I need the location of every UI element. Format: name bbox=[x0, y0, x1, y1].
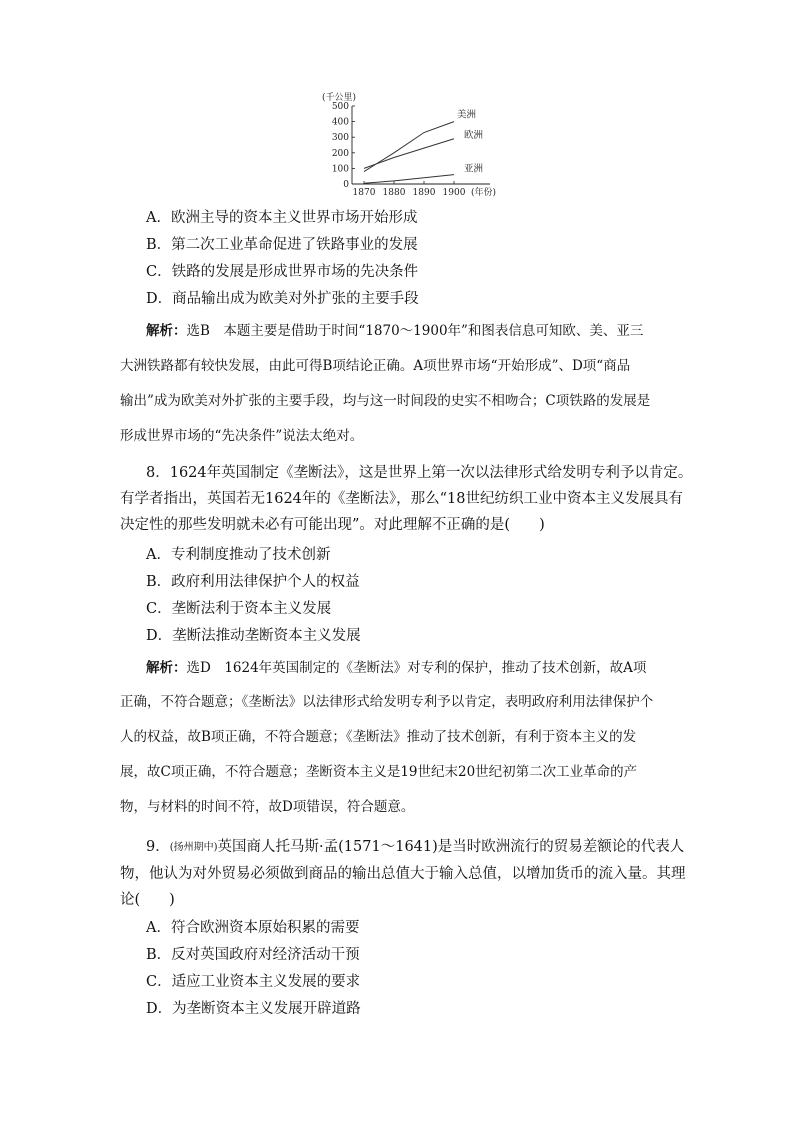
series-label-3: 亚洲 bbox=[464, 163, 484, 175]
series-lines bbox=[364, 122, 454, 184]
q8-option-d: D．垄断法推动垄断资本主义发展 bbox=[146, 628, 361, 644]
q7-explanation-line-3: 输出”成为欧美对外扩张的主要手段，均与这一时间段的史实不相吻合；C项铁路的发展是 bbox=[120, 393, 651, 409]
q9-option-a: A．符合欧洲资本原始积累的需要 bbox=[146, 920, 360, 936]
q7-option-c: C．铁路的发展是形成世界市场的先决条件 bbox=[146, 264, 419, 280]
q8-explanation-text: 选D 1624年英国制定的《垄断法》对专利的保护，推动了技术创新，故A项 bbox=[186, 660, 647, 676]
y-tick-label: 300 bbox=[331, 133, 349, 144]
y-tick-label: 200 bbox=[331, 148, 349, 159]
q9-stem-line-1 bbox=[146, 837, 684, 858]
q8-option-c: C．垄断法利于资本主义发展 bbox=[146, 601, 332, 617]
q9-option-c: C．适应工业资本主义发展的要求 bbox=[146, 974, 361, 990]
series-label-2: 欧洲 bbox=[464, 129, 484, 141]
q7-explanation-line-1 bbox=[146, 321, 643, 341]
q7-option-d: D．商品输出成为欧美对外扩张的主要手段 bbox=[146, 291, 419, 307]
chart-svg bbox=[318, 90, 508, 202]
q9-stem-line-3: 论( ) bbox=[120, 892, 175, 908]
q8-stem-line-1: 8．1624年英国制定《垄断法》，这是世界上第一次以法律形式给发明专利予以肯定。 bbox=[146, 465, 693, 481]
series-label-1: 美洲 bbox=[457, 109, 477, 121]
x-tick-label: 1890 bbox=[412, 188, 436, 198]
q7-explanation-text: 选B 本题主要是借助于时间“1870～1900年”和图表信息可知欧、美、亚三 bbox=[186, 323, 644, 339]
y-tick-label: 400 bbox=[331, 117, 349, 128]
q8-option-a: A．专利制度推动了技术创新 bbox=[146, 547, 331, 563]
railway-mileage-chart bbox=[318, 90, 508, 202]
y-ticks bbox=[332, 102, 355, 190]
x-tick-label: 1900 bbox=[442, 188, 466, 198]
q9-number: 9． bbox=[146, 839, 170, 855]
q9-stem-line-2: 物，他认为对外贸易必须做到商品的输出总值大于输入总值，以增加货币的流入量。其理 bbox=[120, 866, 686, 882]
q7-explanation-line-4: 形成世界市场的“先决条件”说法太绝对。 bbox=[120, 428, 364, 444]
q8-explanation-line-4: 展，故C项正确，不符合题意；垄断资本主义是19世纪末20世纪初第二次工业革命的产 bbox=[120, 764, 638, 780]
q8-explanation-line-1 bbox=[146, 658, 646, 678]
q8-explanation-line-5: 物，与材料的时间不符，故D项错误，符合题意。 bbox=[120, 799, 415, 815]
series-labels bbox=[457, 109, 483, 175]
series-line-1 bbox=[364, 122, 454, 172]
q8-option-b: B．政府利用法律保护个人的权益 bbox=[146, 574, 360, 590]
x-axis-label: (年份) bbox=[471, 188, 497, 198]
q8-explanation-line-2: 正确，不符合题意；《垄断法》以法律形式给发明专利予以肯定，表明政府利用法律保护个 bbox=[120, 694, 654, 710]
y-axis-label: (千公里) bbox=[322, 93, 357, 103]
q8-stem-line-3: 决定性的那些发明就未必有可能出现”。对此理解不正确的是( ) bbox=[120, 517, 545, 533]
q9-option-b: B．反对英国政府对经济活动干预 bbox=[146, 947, 360, 963]
q7-option-a: A．欧洲主导的资本主义世界市场开始形成 bbox=[146, 210, 418, 226]
q9-source-tag: (扬州期中) bbox=[169, 842, 218, 853]
q8-explanation-line-3: 人的权益，故B项正确，不符合题意；《垄断法》推动了技术创新，有利于资本主义的发 bbox=[120, 729, 637, 745]
q8-explanation-label: 解析： bbox=[146, 660, 187, 676]
y-tick-label: 100 bbox=[331, 164, 349, 175]
q9-stem-text: 英国商人托马斯·孟(1571～1641)是当时欧洲流行的贸易差额论的代表人 bbox=[217, 839, 685, 855]
q8-stem-line-2: 有学者指出，英国若无1624年的《垄断法》，那么“18世纪纺织工业中资本主义发展具有 bbox=[120, 491, 684, 507]
series-line-3 bbox=[364, 175, 454, 184]
q7-explanation-label: 解析： bbox=[146, 323, 187, 339]
q7-explanation-line-2: 大洲铁路都有较快发展，由此可得B项结论正确。A项世界市场“开始形成”、D项“商品 bbox=[120, 358, 631, 374]
x-tick-label: 1880 bbox=[382, 188, 406, 198]
y-tick-label: 0 bbox=[343, 180, 349, 190]
y-tick-label: 500 bbox=[331, 102, 349, 112]
q9-option-d: D．为垄断资本主义发展开辟道路 bbox=[146, 1001, 361, 1017]
q7-option-b: B．第二次工业革命促进了铁路事业的发展 bbox=[146, 237, 418, 253]
x-tick-label: 1870 bbox=[352, 188, 376, 198]
